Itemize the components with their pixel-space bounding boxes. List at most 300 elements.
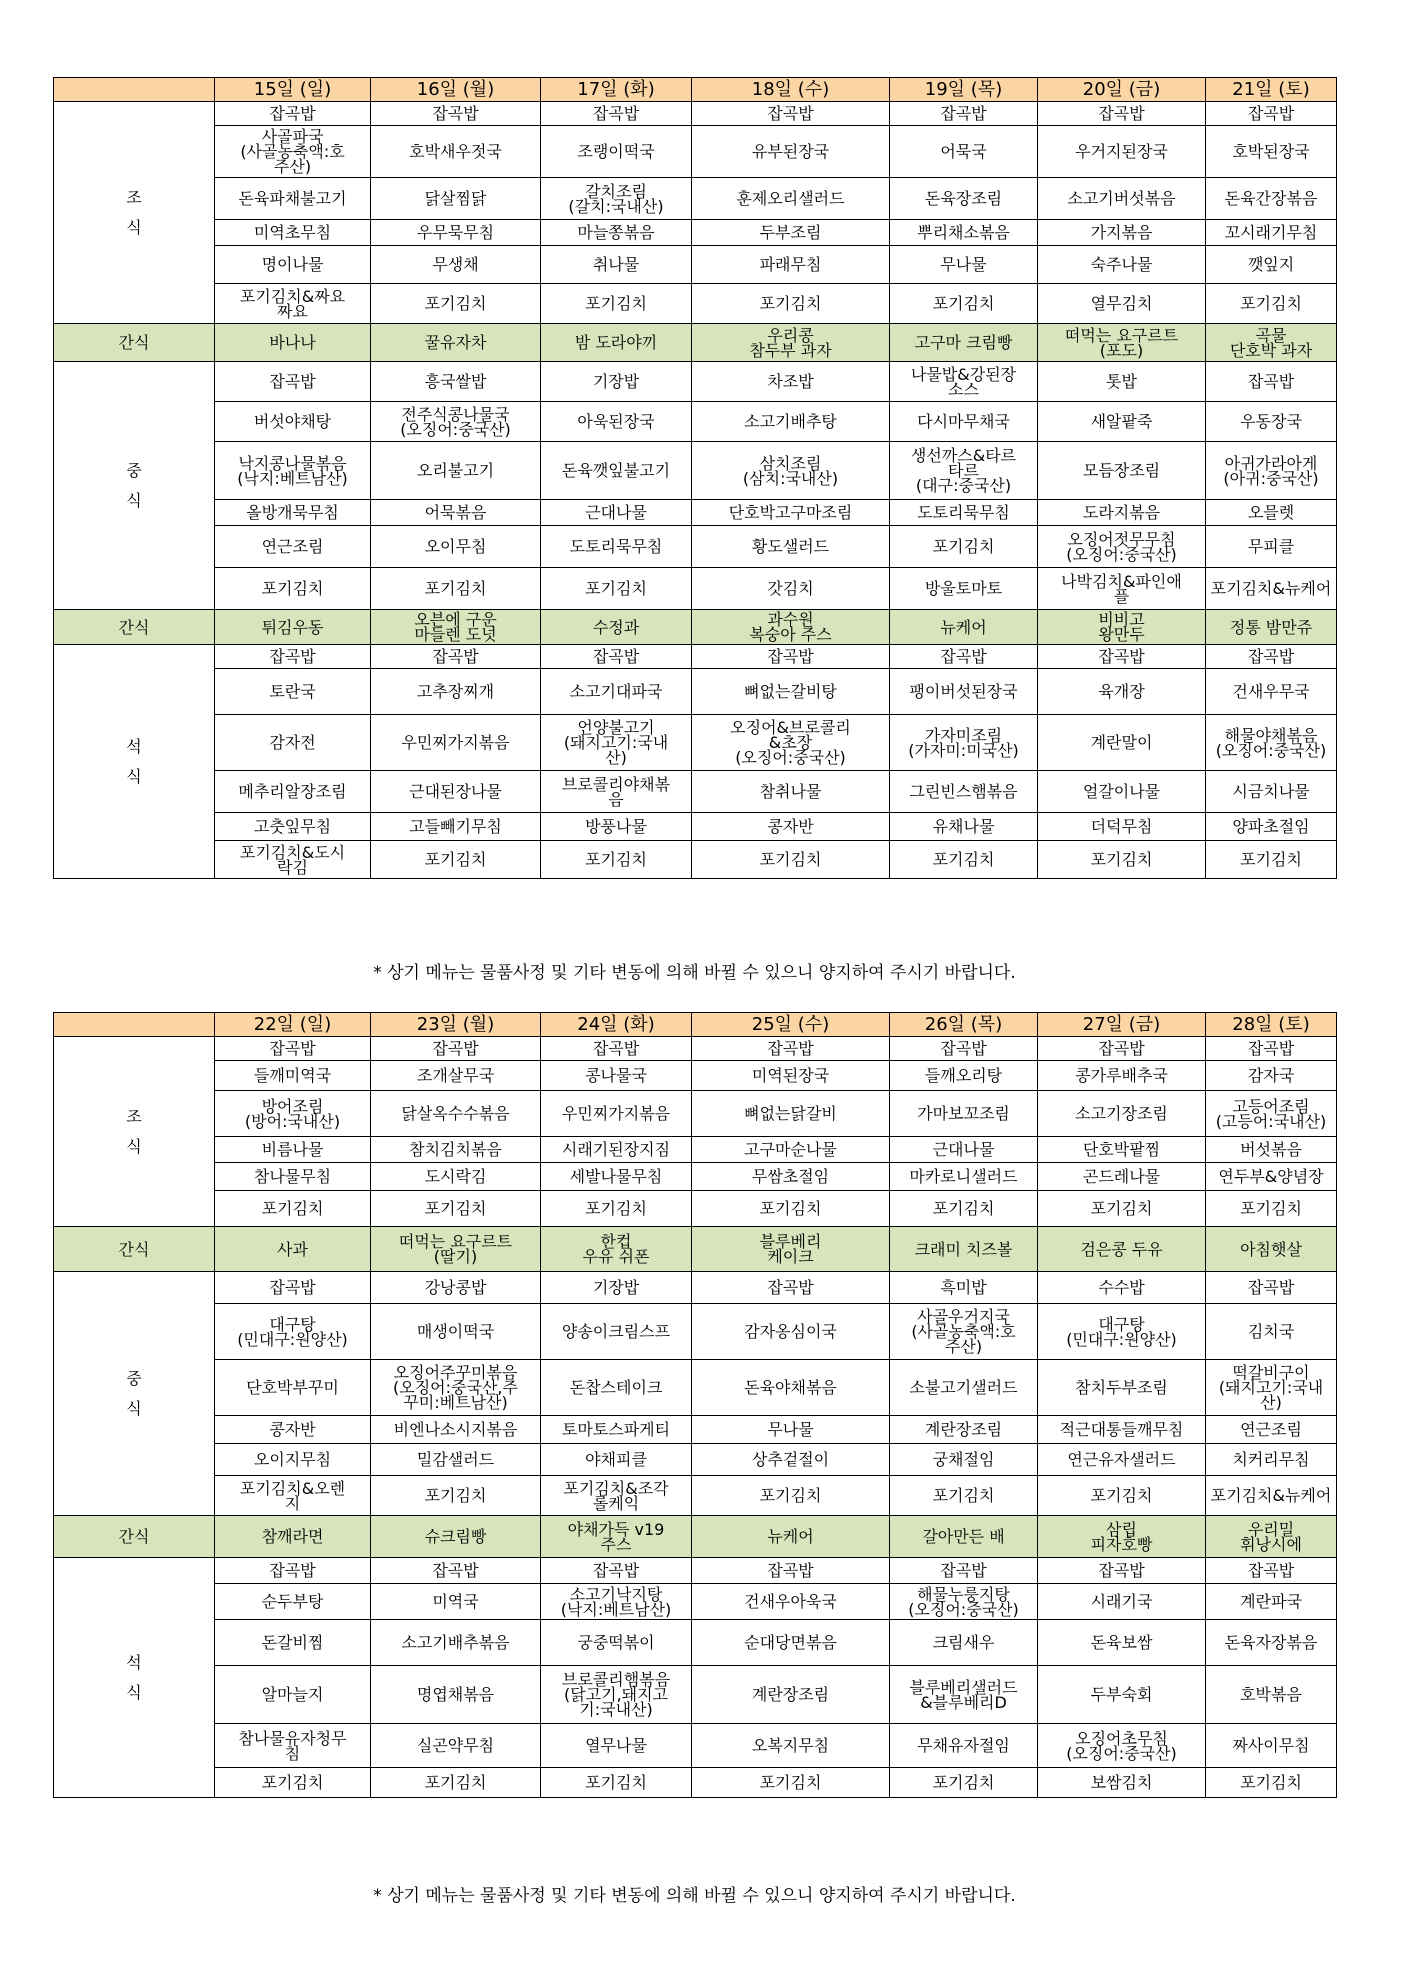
menu-cell: 갈치조림 (갈치:국내산) (541, 178, 692, 220)
menu-cell: 파래무침 (692, 246, 890, 284)
menu-cell: 명이나물 (215, 246, 371, 284)
menu-cell: 소고기장조림 (1038, 1091, 1206, 1137)
menu-cell: 한컵 우유 쉬폰 (541, 1227, 692, 1272)
menu-cell: 우동장국 (1206, 402, 1337, 442)
day-header: 28일 (토) (1206, 1013, 1337, 1037)
menu-cell: 잡곡밥 (1206, 1558, 1337, 1584)
snack-row (54, 610, 1337, 645)
menu-cell: 궁채절임 (890, 1444, 1038, 1476)
menu-cell: 감자전 (215, 715, 371, 771)
menu-cell: 포기김치 (371, 568, 541, 610)
menu-cell: 바나나 (215, 324, 371, 362)
menu-cell: 비엔나소시지볶음 (371, 1416, 541, 1444)
menu-cell: 떠먹는 요구르트 (딸기) (371, 1227, 541, 1272)
menu-cell: 잡곡밥 (1038, 645, 1206, 669)
menu-cell: 잡곡밥 (371, 1558, 541, 1584)
meal-label: 간식 (54, 324, 215, 362)
menu-cell: 마늘쫑볶음 (541, 220, 692, 246)
menu-cell: 훈제오리샐러드 (692, 178, 890, 220)
menu-cell: 어묵볶음 (371, 500, 541, 526)
menu-cell: 황도샐러드 (692, 526, 890, 568)
menu-cell: 꿀유자차 (371, 324, 541, 362)
menu-cell: 오복지무침 (692, 1724, 890, 1768)
meal-label: 중 식 (54, 1272, 215, 1516)
menu-cell: 돈찹스테이크 (541, 1360, 692, 1416)
meal-row (54, 1666, 1337, 1724)
meal-label: 간식 (54, 610, 215, 645)
menu-cell: 근대된장나물 (371, 771, 541, 813)
day-header: 25일 (수) (692, 1013, 890, 1037)
menu-cell: 포기김치 (541, 284, 692, 324)
menu-cell: 포기김치 (890, 1191, 1038, 1227)
menu-change-note: * 상기 메뉴는 물품사정 및 기타 변동에 의해 바뀔 수 있으니 양지하여 주시기 바랍니다. (373, 963, 1016, 983)
menu-cell: 흑미밥 (890, 1272, 1038, 1304)
menu-cell: 크래미 치즈볼 (890, 1227, 1038, 1272)
menu-cell: 잡곡밥 (1206, 102, 1337, 126)
menu-cell: 삼립 피자호빵 (1038, 1516, 1206, 1558)
menu-cell: 뉴케어 (890, 610, 1038, 645)
menu-cell: 김치국 (1206, 1304, 1337, 1360)
meal-row (54, 526, 1337, 568)
menu-cell: 가마보꼬조림 (890, 1091, 1038, 1137)
menu-cell: 호박볶음 (1206, 1666, 1337, 1724)
menu-cell: 참나물유자청무 침 (215, 1724, 371, 1768)
menu-cell: 잡곡밥 (692, 102, 890, 126)
menu-cell: 미역된장국 (692, 1061, 890, 1091)
menu-cell: 알마늘지 (215, 1666, 371, 1724)
meal-row (54, 1304, 1337, 1360)
menu-cell: 열무나물 (541, 1724, 692, 1768)
menu-cell: 세발나물무침 (541, 1163, 692, 1191)
menu-cell: 미역국 (371, 1584, 541, 1620)
meal-row (54, 102, 1337, 126)
menu-cell: 기장밥 (541, 1272, 692, 1304)
menu-cell: 포기김치 (541, 841, 692, 879)
menu-cell: 토란국 (215, 669, 371, 715)
menu-cell: 나박김치&파인애 플 (1038, 568, 1206, 610)
meal-row (54, 1272, 1337, 1304)
menu-cell: 잡곡밥 (215, 102, 371, 126)
menu-cell: 단호박부꾸미 (215, 1360, 371, 1416)
menu-cell: 포기김치 (215, 1768, 371, 1798)
meal-row (54, 1416, 1337, 1444)
menu-cell: 슈크림빵 (371, 1516, 541, 1558)
menu-cell: 가자미조림 (가자미:미국산) (890, 715, 1038, 771)
menu-cell: 전주식콩나물국 (오징어:중국산) (371, 402, 541, 442)
menu-cell: 실곤약무침 (371, 1724, 541, 1768)
menu-cell: 건새우무국 (1206, 669, 1337, 715)
day-header: 27일 (금) (1038, 1013, 1206, 1037)
menu-cell: 떡갈비구이 (돼지고기:국내 산) (1206, 1360, 1337, 1416)
menu-cell: 돈갈비찜 (215, 1620, 371, 1666)
menu-cell: 아침햇살 (1206, 1227, 1337, 1272)
menu-cell: 과수원 복숭아 주스 (692, 610, 890, 645)
menu-cell: 포기김치 (371, 284, 541, 324)
menu-cell: 육개장 (1038, 669, 1206, 715)
menu-cell: 계란말이 (1038, 715, 1206, 771)
meal-row (54, 568, 1337, 610)
menu-cell: 소고기낙지탕 (낙지:베트남산) (541, 1584, 692, 1620)
day-header: 23일 (월) (371, 1013, 541, 1037)
menu-cell: 오징어&브로콜리 &초장 (오징어:중국산) (692, 715, 890, 771)
menu-cell: 도토리묵무침 (541, 526, 692, 568)
menu-cell: 열무김치 (1038, 284, 1206, 324)
menu-cell: 연근조림 (215, 526, 371, 568)
menu-cell: 오리불고기 (371, 442, 541, 500)
menu-cell: 포기김치 (890, 526, 1038, 568)
menu-cell: 사골우거지국 (사골농축액:호 주산) (890, 1304, 1038, 1360)
menu-cell: 포기김치 (692, 1768, 890, 1798)
menu-cell: 오징어젓무무침 (오징어:중국산) (1038, 526, 1206, 568)
menu-cell: 궁중떡볶이 (541, 1620, 692, 1666)
menu-cell: 우리밀 휘낭시에 (1206, 1516, 1337, 1558)
menu-cell: 오븐에 구운 마들렌 도넛 (371, 610, 541, 645)
menu-cell: 고등어조림 (고등어:국내산) (1206, 1091, 1337, 1137)
menu-cell: 참치김치볶음 (371, 1137, 541, 1163)
menu-cell: 뼈없는갈비탕 (692, 669, 890, 715)
menu-cell: 돈육깻잎불고기 (541, 442, 692, 500)
menu-cell: 블루베리샐러드 &블루베리D (890, 1666, 1038, 1724)
menu-cell: 톳밥 (1038, 362, 1206, 402)
menu-cell: 포기김치 (692, 841, 890, 879)
meal-row (54, 715, 1337, 771)
menu-cell: 새알팥죽 (1038, 402, 1206, 442)
menu-cell: 버섯야채탕 (215, 402, 371, 442)
menu-cell: 포기김치 (692, 1191, 890, 1227)
day-header: 15일 (일) (215, 78, 371, 102)
menu-cell: 아귀가라아게 (아귀:중국산) (1206, 442, 1337, 500)
menu-cell: 포기김치 (215, 1191, 371, 1227)
menu-cell: 숙주나물 (1038, 246, 1206, 284)
menu-cell: 잡곡밥 (890, 1558, 1038, 1584)
menu-cell: 꼬시래기무침 (1206, 220, 1337, 246)
menu-change-note: * 상기 메뉴는 물품사정 및 기타 변동에 의해 바뀔 수 있으니 양지하여 주시기 바랍니다. (373, 1886, 1016, 1906)
menu-cell: 대구탕 (민대구:원양산) (215, 1304, 371, 1360)
menu-cell: 오징어주꾸미볶음 (오징어:중국산,주 꾸미:베트남산) (371, 1360, 541, 1416)
menu-cell: 잡곡밥 (371, 645, 541, 669)
menu-cell: 나물밥&강된장 소스 (890, 362, 1038, 402)
menu-cell: 참나물무침 (215, 1163, 371, 1191)
menu-cell: 들깨오리탕 (890, 1061, 1038, 1091)
day-header: 22일 (일) (215, 1013, 371, 1037)
menu-cell: 포기김치&오렌 지 (215, 1476, 371, 1516)
menu-cell: 잡곡밥 (1038, 1558, 1206, 1584)
menu-cell: 우민찌가지볶음 (541, 1091, 692, 1137)
menu-cell: 해물누룽지탕 (오징어:중국산) (890, 1584, 1038, 1620)
menu-cell: 언양불고기 (돼지고기:국내 산) (541, 715, 692, 771)
menu-cell: 갓김치 (692, 568, 890, 610)
menu-cell: 방어조림 (방어:국내산) (215, 1091, 371, 1137)
menu-cell: 우리콩 참두부 과자 (692, 324, 890, 362)
menu-cell: 무나물 (692, 1416, 890, 1444)
menu-cell: 무쌈초절임 (692, 1163, 890, 1191)
menu-cell: 두부조림 (692, 220, 890, 246)
menu-cell: 콩자반 (215, 1416, 371, 1444)
menu-cell: 취나물 (541, 246, 692, 284)
menu-cell: 마카로니샐러드 (890, 1163, 1038, 1191)
menu-cell: 잡곡밥 (692, 1272, 890, 1304)
menu-cell: 근대나물 (890, 1137, 1038, 1163)
menu-cell: 팽이버섯된장국 (890, 669, 1038, 715)
menu-cell: 생선까스&타르 타르 (대구:중국산) (890, 442, 1038, 500)
menu-cell: 포기김치&도시 락김 (215, 841, 371, 879)
menu-cell: 유부된장국 (692, 126, 890, 178)
menu-cell: 잡곡밥 (890, 102, 1038, 126)
header-corner (54, 78, 215, 102)
menu-cell: 뿌리채소볶음 (890, 220, 1038, 246)
menu-cell: 흥국쌀밥 (371, 362, 541, 402)
meal-row (54, 246, 1337, 284)
menu-cell: 튀김우동 (215, 610, 371, 645)
menu-cell: 해물야채볶음 (오징어:중국산) (1206, 715, 1337, 771)
menu-cell: 시래기된장지짐 (541, 1137, 692, 1163)
menu-cell: 올방개묵무침 (215, 500, 371, 526)
menu-cell: 연근유자샐러드 (1038, 1444, 1206, 1476)
menu-cell: 도시락김 (371, 1163, 541, 1191)
meal-row (54, 1191, 1337, 1227)
menu-cell: 무나물 (890, 246, 1038, 284)
menu-cell: 잡곡밥 (371, 102, 541, 126)
menu-cell: 얼갈이나물 (1038, 771, 1206, 813)
weekly-menu-table-2 (53, 1012, 1337, 1798)
meal-label: 조 식 (54, 102, 215, 324)
menu-cell: 오믈렛 (1206, 500, 1337, 526)
menu-cell: 잡곡밥 (890, 645, 1038, 669)
menu-cell: 사골파국 (사골농축액:호 주산) (215, 126, 371, 178)
day-header: 20일 (금) (1038, 78, 1206, 102)
menu-cell: 잡곡밥 (215, 362, 371, 402)
menu-cell: 참깨라면 (215, 1516, 371, 1558)
snack-row (54, 1516, 1337, 1558)
meal-label: 중 식 (54, 362, 215, 610)
menu-cell: 소고기배추볶음 (371, 1620, 541, 1666)
menu-cell: 브로콜리햄볶음 (닭고기,돼지고 기:국내산) (541, 1666, 692, 1724)
menu-cell: 콩가루배추국 (1038, 1061, 1206, 1091)
meal-row (54, 813, 1337, 841)
menu-cell: 삼치조림 (삼치:국내산) (692, 442, 890, 500)
menu-cell: 계란장조림 (890, 1416, 1038, 1444)
meal-row (54, 841, 1337, 879)
meal-row (54, 220, 1337, 246)
menu-cell: 포기김치 (692, 1476, 890, 1516)
menu-cell: 수정과 (541, 610, 692, 645)
menu-cell: 차조밥 (692, 362, 890, 402)
menu-cell: 가지볶음 (1038, 220, 1206, 246)
menu-cell: 포기김치 (541, 568, 692, 610)
menu-cell: 메추리알장조림 (215, 771, 371, 813)
menu-cell: 밤 도라야끼 (541, 324, 692, 362)
menu-cell: 잡곡밥 (215, 645, 371, 669)
menu-cell: 대구탕 (민대구:원양산) (1038, 1304, 1206, 1360)
menu-cell: 고구마 크림빵 (890, 324, 1038, 362)
menu-cell: 포기김치 (890, 1476, 1038, 1516)
snack-row (54, 1227, 1337, 1272)
menu-cell: 오징어초무침 (오징어:중국산) (1038, 1724, 1206, 1768)
meal-row (54, 402, 1337, 442)
menu-cell: 포기김치 (1206, 1768, 1337, 1798)
menu-cell: 치커리무침 (1206, 1444, 1337, 1476)
menu-cell: 소고기버섯볶음 (1038, 178, 1206, 220)
menu-cell: 야채피클 (541, 1444, 692, 1476)
meal-row (54, 1620, 1337, 1666)
menu-cell: 잡곡밥 (1038, 102, 1206, 126)
menu-cell: 유채나물 (890, 813, 1038, 841)
menu-cell: 포기김치 (1038, 841, 1206, 879)
menu-cell: 잡곡밥 (1206, 1272, 1337, 1304)
menu-cell: 잡곡밥 (692, 645, 890, 669)
menu-cell: 야채가득 v19 주스 (541, 1516, 692, 1558)
menu-cell: 매생이떡국 (371, 1304, 541, 1360)
meal-row (54, 178, 1337, 220)
menu-cell: 정통 밤만쥬 (1206, 610, 1337, 645)
menu-cell: 잡곡밥 (215, 1558, 371, 1584)
menu-cell: 포기김치 (692, 284, 890, 324)
menu-cell: 고구마순나물 (692, 1137, 890, 1163)
menu-cell: 오이지무침 (215, 1444, 371, 1476)
menu-cell: 순대당면볶음 (692, 1620, 890, 1666)
menu-cell: 포기김치 (541, 1191, 692, 1227)
menu-cell: 시금치나물 (1206, 771, 1337, 813)
menu-cell: 건새우아욱국 (692, 1584, 890, 1620)
menu-cell: 곤드레나물 (1038, 1163, 1206, 1191)
menu-cell: 사과 (215, 1227, 371, 1272)
day-header: 21일 (토) (1206, 78, 1337, 102)
menu-cell: 모듬장조림 (1038, 442, 1206, 500)
menu-cell: 돈육파채불고기 (215, 178, 371, 220)
menu-cell: 잡곡밥 (890, 1037, 1038, 1061)
menu-cell: 호박새우젓국 (371, 126, 541, 178)
menu-cell: 깻잎지 (1206, 246, 1337, 284)
menu-cell: 보쌈김치 (1038, 1768, 1206, 1798)
menu-cell: 포기김치 (215, 568, 371, 610)
menu-cell: 적근대통들깨무침 (1038, 1416, 1206, 1444)
menu-cell: 버섯볶음 (1206, 1137, 1337, 1163)
meal-row (54, 442, 1337, 500)
snack-row (54, 324, 1337, 362)
menu-cell: 감자옹심이국 (692, 1304, 890, 1360)
meal-row (54, 284, 1337, 324)
menu-cell: 닭살옥수수볶음 (371, 1091, 541, 1137)
menu-cell: 미역초무침 (215, 220, 371, 246)
menu-cell: 짜사이무침 (1206, 1724, 1337, 1768)
menu-cell: 방풍나물 (541, 813, 692, 841)
menu-cell: 무채유자절임 (890, 1724, 1038, 1768)
menu-cell: 뉴케어 (692, 1516, 890, 1558)
menu-cell: 강낭콩밥 (371, 1272, 541, 1304)
menu-cell: 잡곡밥 (692, 1037, 890, 1061)
menu-cell: 수수밥 (1038, 1272, 1206, 1304)
menu-cell: 잡곡밥 (371, 1037, 541, 1061)
menu-cell: 계란파국 (1206, 1584, 1337, 1620)
menu-cell: 도토리묵무침 (890, 500, 1038, 526)
menu-cell: 우거지된장국 (1038, 126, 1206, 178)
menu-cell: 아욱된장국 (541, 402, 692, 442)
menu-cell: 토마토스파게티 (541, 1416, 692, 1444)
menu-cell: 단호박고구마조림 (692, 500, 890, 526)
menu-cell: 들깨미역국 (215, 1061, 371, 1091)
menu-cell: 낙지콩나물볶음 (낙지:베트남산) (215, 442, 371, 500)
menu-cell: 그린빈스햄볶음 (890, 771, 1038, 813)
menu-cell: 닭살찜닭 (371, 178, 541, 220)
menu-cell: 포기김치 (890, 284, 1038, 324)
menu-cell: 잡곡밥 (1206, 362, 1337, 402)
menu-cell: 포기김치 (371, 1476, 541, 1516)
menu-cell: 어묵국 (890, 126, 1038, 178)
meal-row (54, 1360, 1337, 1416)
meal-label: 조 식 (54, 1037, 215, 1227)
menu-cell: 포기김치 (371, 1768, 541, 1798)
menu-cell: 떠먹는 요구르트 (포도) (1038, 324, 1206, 362)
menu-cell: 소고기대파국 (541, 669, 692, 715)
menu-cell: 잡곡밥 (541, 1558, 692, 1584)
meal-row (54, 1444, 1337, 1476)
menu-cell: 포기김치 (371, 841, 541, 879)
menu-cell: 고추장찌개 (371, 669, 541, 715)
menu-cell: 잡곡밥 (692, 1558, 890, 1584)
menu-cell: 잡곡밥 (1206, 645, 1337, 669)
menu-cell: 포기김치&조각 롤케익 (541, 1476, 692, 1516)
meal-label: 간식 (54, 1516, 215, 1558)
menu-cell: 콩자반 (692, 813, 890, 841)
menu-cell: 포기김치 (890, 841, 1038, 879)
menu-cell: 잡곡밥 (1038, 1037, 1206, 1061)
menu-cell: 잡곡밥 (215, 1272, 371, 1304)
menu-cell: 두부숙회 (1038, 1666, 1206, 1724)
menu-cell: 포기김치 (1206, 841, 1337, 879)
menu-cell: 비비고 왕만두 (1038, 610, 1206, 645)
menu-cell: 상추겉절이 (692, 1444, 890, 1476)
menu-cell: 근대나물 (541, 500, 692, 526)
menu-cell: 감자국 (1206, 1061, 1337, 1091)
menu-cell: 잡곡밥 (541, 1037, 692, 1061)
menu-cell: 포기김치&뉴케어 (1206, 1476, 1337, 1516)
menu-cell: 조랭이떡국 (541, 126, 692, 178)
menu-cell: 참치두부조림 (1038, 1360, 1206, 1416)
menu-cell: 고들빼기무침 (371, 813, 541, 841)
menu-cell: 더덕무침 (1038, 813, 1206, 841)
meal-row (54, 1558, 1337, 1584)
menu-cell: 뼈없는닭갈비 (692, 1091, 890, 1137)
menu-cell: 순두부탕 (215, 1584, 371, 1620)
menu-cell: 포기김치&뉴케어 (1206, 568, 1337, 610)
meal-row (54, 1037, 1337, 1061)
meal-row (54, 645, 1337, 669)
menu-cell: 도라지볶음 (1038, 500, 1206, 526)
menu-cell: 검은콩 두유 (1038, 1227, 1206, 1272)
meal-row (54, 500, 1337, 526)
menu-cell: 비름나물 (215, 1137, 371, 1163)
menu-cell: 포기김치 (1206, 1191, 1337, 1227)
menu-cell: 무피클 (1206, 526, 1337, 568)
menu-cell: 포기김치 (541, 1768, 692, 1798)
day-header: 16일 (월) (371, 78, 541, 102)
menu-cell: 양파초절임 (1206, 813, 1337, 841)
menu-cell: 포기김치 (1038, 1191, 1206, 1227)
menu-cell: 돈육보쌈 (1038, 1620, 1206, 1666)
menu-cell: 포기김치 (890, 1768, 1038, 1798)
menu-cell: 크림새우 (890, 1620, 1038, 1666)
menu-cell: 고춧잎무침 (215, 813, 371, 841)
menu-cell: 잡곡밥 (541, 645, 692, 669)
menu-cell: 우민찌가지볶음 (371, 715, 541, 771)
menu-cell: 소고기배추탕 (692, 402, 890, 442)
menu-cell: 방울토마토 (890, 568, 1038, 610)
menu-cell: 시래기국 (1038, 1584, 1206, 1620)
menu-cell: 오이무침 (371, 526, 541, 568)
menu-cell: 단호박팥찜 (1038, 1137, 1206, 1163)
header-corner (54, 1013, 215, 1037)
menu-cell: 잡곡밥 (215, 1037, 371, 1061)
